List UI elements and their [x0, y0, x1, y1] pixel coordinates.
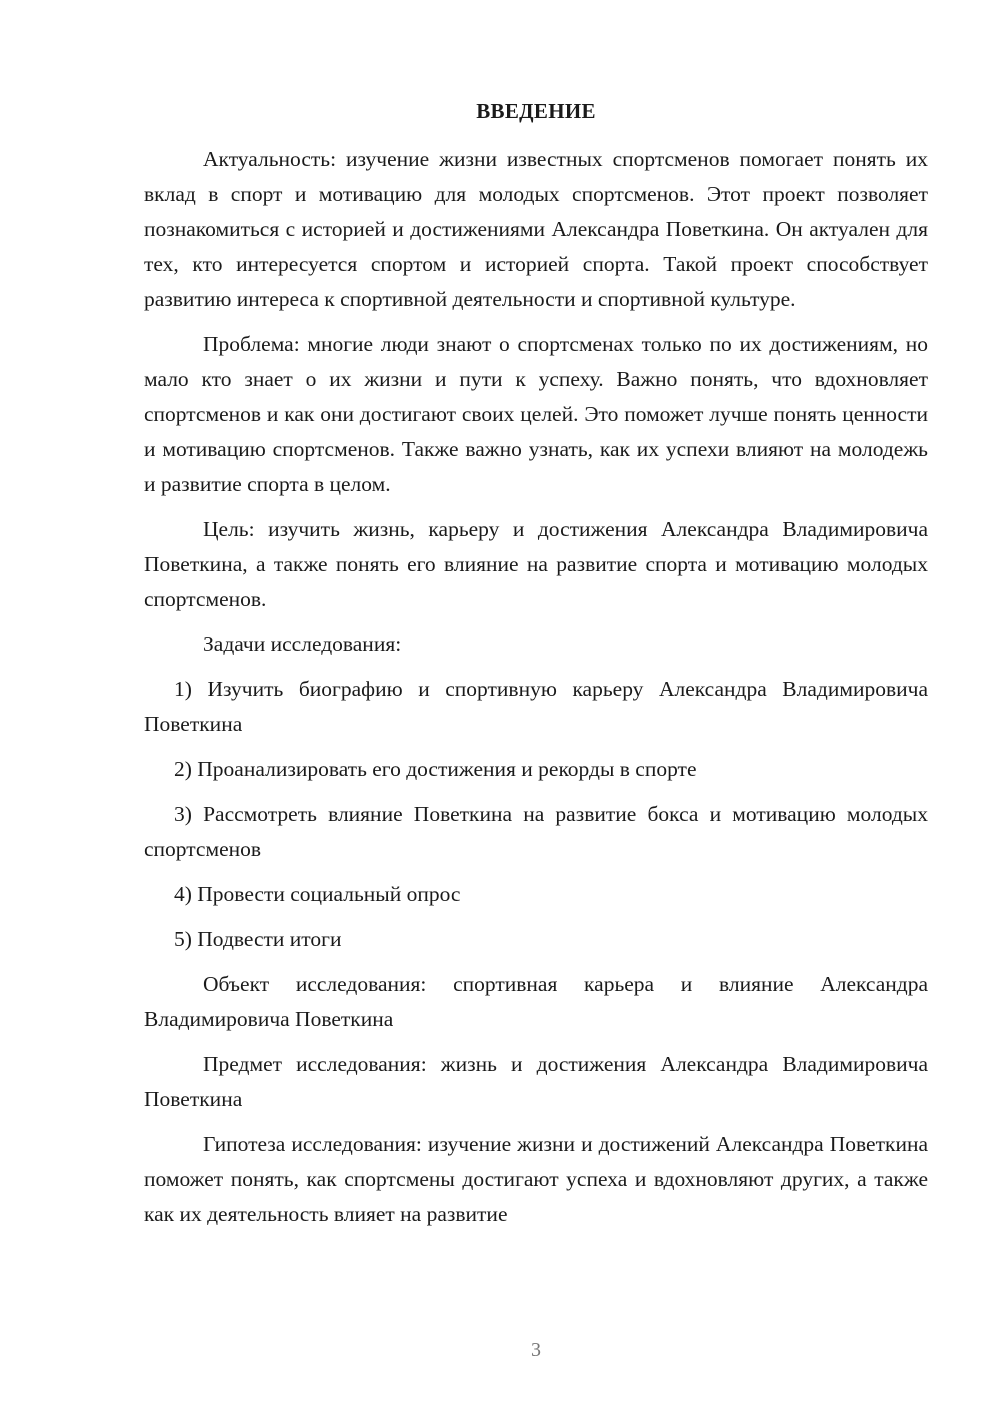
task-item: 4) Провести социальный опрос	[174, 882, 461, 906]
object-paragraph: Объект исследования: спортивная карьера и влияние Александра Владимировича Поветкина	[144, 972, 928, 1031]
problem-paragraph: Проблема: многие люди знают о спортсменах только по их достижениям, но мало кто знает о их жизни и пути к успеху. Важно понять, что вдохновляет спортсменов и как они достигают своих целей. Это поможет лучше понять ценности и мотивацию спортсменов. Также важно узнать, как их успехи влияют на молодежь и развитие спорта в целом.	[144, 332, 928, 496]
task-item: 2) Проанализировать его достижения и рекорды в спорте	[174, 757, 697, 781]
subject-paragraph: Предмет исследования: жизнь и достижения Александра Владимировича Поветкина	[144, 1052, 928, 1111]
task-item: 3) Рассмотреть влияние Поветкина на развитие бокса и мотивацию молодых спортсменов	[144, 802, 928, 861]
document-body	[144, 142, 928, 1242]
relevance-paragraph: Актуальность: изучение жизни известных спортсменов помогает понять их вклад в спорт и мотивацию для молодых спортсменов. Этот проект позволяет познакомиться с историей и достижениями Александра Поветкина. Он актуален для тех, кто интересуется спортом и историей спорта. Такой проект способствует развитию интереса к спортивной деятельности и спортивной культуре.	[144, 147, 928, 311]
goal-paragraph: Цель: изучить жизнь, карьеру и достижения Александра Владимировича Поветкина, а также понять его влияние на развитие спорта и мотивацию молодых спортсменов.	[144, 517, 928, 611]
tasks-heading: Задачи исследования:	[203, 632, 402, 656]
task-item: 5) Подвести итоги	[174, 927, 342, 951]
section-heading: ВВЕДЕНИЕ	[476, 99, 596, 123]
hypothesis-paragraph: Гипотеза исследования: изучение жизни и достижений Александра Поветкина поможет понять, как спортсмены достигают успеха и вдохновляют других, а также как их деятельность влияет на развитие	[144, 1132, 928, 1226]
page-number: 3	[531, 1339, 541, 1361]
task-item: 1) Изучить биографию и спортивную карьеру Александра Владимировича Поветкина	[144, 677, 928, 736]
